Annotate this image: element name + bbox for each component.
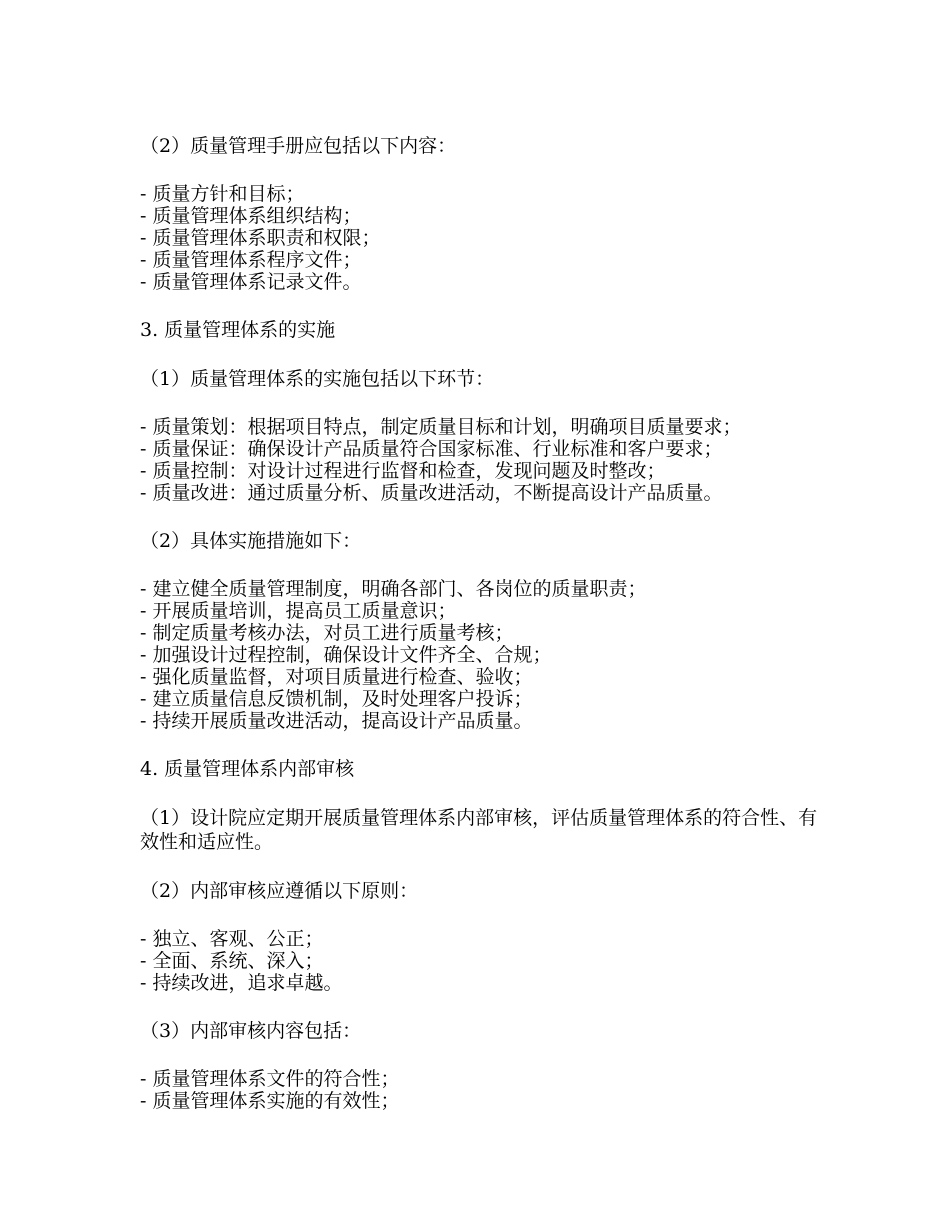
list-item: - 质量控制：对设计过程进行监督和检查，发现问题及时整改； [140, 460, 666, 482]
list-item: - 质量管理体系实施的有效性； [140, 1090, 400, 1112]
list-item: - 质量保证：确保设计产品质量符合国家标准、行业标准和客户要求； [140, 438, 723, 460]
list-item: - 质量管理体系程序文件； [140, 249, 362, 271]
paragraph: 4. 质量管理体系内部审核 [140, 758, 355, 780]
list-item: - 建立质量信息反馈机制，及时处理客户投诉； [140, 688, 533, 710]
list-item: - 质量管理体系文件的符合性； [140, 1068, 400, 1090]
bullet-list [140, 1068, 820, 1112]
list-item: - 加强设计过程控制，确保设计文件齐全、合规； [140, 644, 552, 666]
list-item: - 质量管理体系记录文件。 [140, 271, 362, 293]
document-body [140, 134, 820, 1137]
paragraph: 3. 质量管理体系的实施 [140, 319, 336, 341]
list-item: - 开展质量培训，提高员工质量意识； [140, 600, 457, 622]
paragraph: （2）质量管理手册应包括以下内容： [140, 135, 457, 157]
list-item: - 持续开展质量改进活动，提高设计产品质量。 [140, 710, 533, 732]
paragraph: （3）内部审核内容包括： [140, 1020, 362, 1042]
list-item: - 质量管理体系组织结构； [140, 205, 362, 227]
paragraph: （2）具体实施措施如下： [140, 530, 362, 552]
bullet-list [140, 416, 820, 504]
bullet-list [140, 183, 820, 293]
list-item: - 独立、客观、公正； [140, 928, 324, 950]
paragraph: （2）内部审核应遵循以下原则： [140, 880, 419, 902]
paragraph: （1）设计院应定期开展质量管理体系内部审核，评估质量管理体系的符合性、有效性和适应性。 [140, 807, 818, 853]
list-item: - 质量方针和目标； [140, 183, 305, 205]
list-item: - 质量管理体系职责和权限； [140, 227, 381, 249]
list-item: - 强化质量监督，对项目质量进行检查、验收； [140, 666, 533, 688]
list-item: - 质量策划：根据项目特点，制定质量目标和计划，明确项目质量要求； [140, 416, 742, 438]
bullet-list [140, 578, 820, 732]
bullet-list [140, 928, 820, 994]
list-item: - 质量改进：通过质量分析、质量改进活动，不断提高设计产品质量。 [140, 482, 723, 504]
list-item: - 制定质量考核办法，对员工进行质量考核； [140, 622, 514, 644]
list-item: - 建立健全质量管理制度，明确各部门、各岗位的质量职责； [140, 578, 647, 600]
paragraph: （1）质量管理体系的实施包括以下环节： [140, 368, 495, 390]
list-item: - 持续改进，追求卓越。 [140, 972, 343, 994]
list-item: - 全面、系统、深入； [140, 950, 324, 972]
